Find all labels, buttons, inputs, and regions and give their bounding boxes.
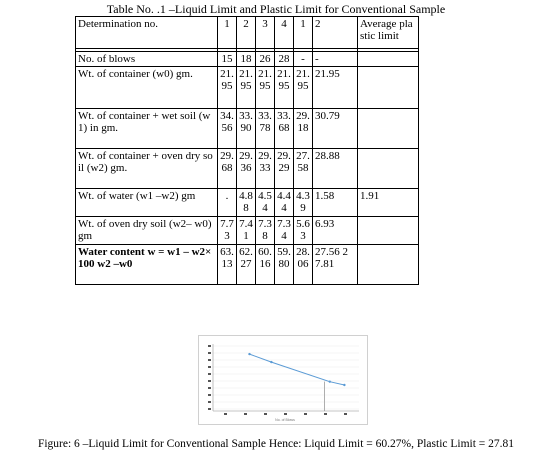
table-row (76, 149, 419, 189)
header-cell: 3 (256, 17, 275, 49)
table-cell: 18 (237, 52, 256, 67)
table-cell: 7.38 (256, 217, 275, 245)
table-cell: 21.95 (294, 67, 313, 109)
data-point (343, 384, 345, 386)
table-cell (358, 217, 419, 245)
table-cell: 21.95 (275, 67, 294, 109)
table-cell: Wt. of container + oven dry soil (w2) gm. (76, 149, 218, 189)
table-cell: 28.88 (313, 149, 358, 189)
table-cell: 4.54 (256, 189, 275, 217)
header-cell: 2 (313, 17, 358, 49)
table-cell: 29.36 (237, 149, 256, 189)
table-cell: Wt. of water (w1 –w2) gm (76, 189, 218, 217)
table-cell: 28 (275, 52, 294, 67)
header-cell: 1 (218, 17, 237, 49)
table-cell: 7.73 (218, 217, 237, 245)
table-row (76, 217, 419, 245)
liquid-limit-table (75, 16, 419, 285)
table-cell: 1.58 (313, 189, 358, 217)
header-cell: 4 (275, 17, 294, 49)
table-title: Table No. .1 –Liquid Limit and Plastic Limit for Conventional Sample (106, 2, 446, 16)
table-cell: 29.33 (256, 149, 275, 189)
table-row (76, 245, 419, 285)
data-point (248, 353, 250, 355)
y-tick-marks (208, 345, 211, 410)
table-cell: 60.16 (256, 245, 275, 285)
table-row (76, 109, 419, 149)
table-cell: 7.41 (237, 217, 256, 245)
liquid-limit-chart (198, 335, 368, 425)
table-cell: 26 (256, 52, 275, 67)
table-cell: 4.44 (275, 189, 294, 217)
water-content-line (250, 354, 345, 385)
table-cell: 33.68 (275, 109, 294, 149)
table-cell: 7.34 (275, 217, 294, 245)
table-cell: 6.93 (313, 217, 358, 245)
table-cell (358, 109, 419, 149)
table-cell (358, 52, 419, 67)
data-point (270, 361, 272, 363)
table-cell (358, 149, 419, 189)
header-cell: 2 (237, 17, 256, 49)
table-cell: 21.95 (313, 67, 358, 109)
table-cell: - (294, 52, 313, 67)
table-cell: 62.27 (237, 245, 256, 285)
table-cell: 34.56 (218, 109, 237, 149)
table-cell: 59.80 (275, 245, 294, 285)
table-cell: 29.18 (294, 109, 313, 149)
table-cell (358, 245, 419, 285)
table-cell: 27.58 (294, 149, 313, 189)
table-cell: Water content w = w1 – w2× 100 w2 –w0 (76, 245, 218, 285)
table-header-row (76, 17, 419, 49)
table-cell: No. of blows (76, 52, 218, 67)
table-cell: 63.13 (218, 245, 237, 285)
table-cell: 33.78 (256, 109, 275, 149)
figure-caption: Figure: 6 –Liquid Limit for Conventional Sample Hence: Liquid Limit = 60.27%, Plastic Limit = 27.81 (37, 438, 515, 450)
table-cell: - (313, 52, 358, 67)
table-cell: Wt. of container + wet soil (w1) in gm. (76, 109, 218, 149)
table-cell: 21.95 (237, 67, 256, 109)
header-cell: 1 (294, 17, 313, 49)
table-cell: 29.29 (275, 149, 294, 189)
table-cell: 5.63 (294, 217, 313, 245)
x-axis-label: No. of Blows (275, 418, 295, 422)
table-cell: 33.90 (237, 109, 256, 149)
table-cell: 27.56 27.81 (313, 245, 358, 285)
liquid-limit-chart-svg (199, 336, 367, 424)
table-cell (358, 67, 419, 109)
table-row (76, 52, 419, 67)
table-cell: 30.79 (313, 109, 358, 149)
table-row (76, 189, 419, 217)
table-cell: 4.39 (294, 189, 313, 217)
x-tick-marks (224, 413, 347, 415)
header-cell: Average plastic limit (358, 17, 419, 49)
table-cell: Wt. of container (w0) gm. (76, 67, 218, 109)
table-cell: 28.06 (294, 245, 313, 285)
table-cell: 21.95 (256, 67, 275, 109)
table-cell: 1.91 (358, 189, 419, 217)
header-cell: Determination no. (76, 17, 218, 49)
table-cell: 21.95 (218, 67, 237, 109)
table-cell: . (218, 189, 237, 217)
data-point (329, 380, 331, 382)
chart-gridlines (213, 346, 359, 409)
table-cell: Wt. of oven dry soil (w2– w0) gm (76, 217, 218, 245)
table-cell: 4.88 (237, 189, 256, 217)
table-row (76, 67, 419, 109)
table-cell: 29.68 (218, 149, 237, 189)
table-cell: 15 (218, 52, 237, 67)
